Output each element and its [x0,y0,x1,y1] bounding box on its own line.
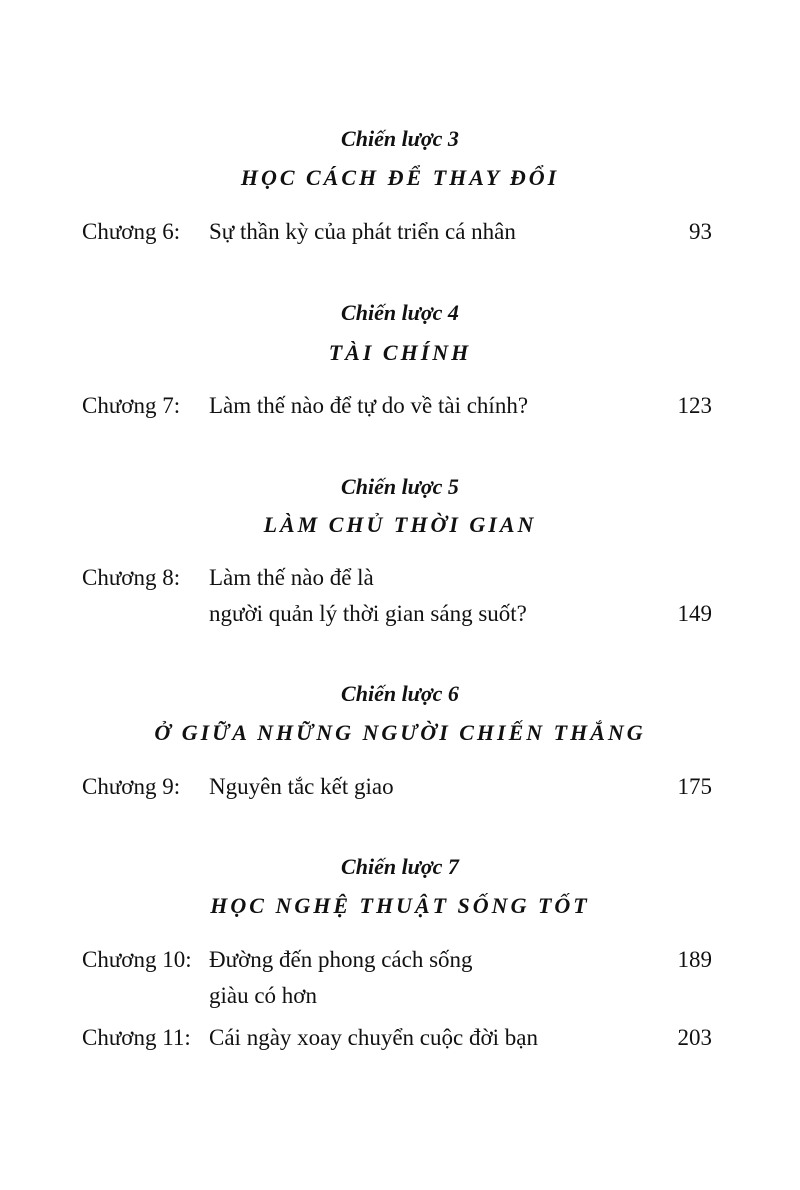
toc-entry[interactable] [82,560,712,632]
chapter-title-line: Làm thế nào để là [209,565,374,590]
chapter-title-line: Đường đến phong cách sống [209,947,473,972]
strategy-title: HỌC NGHỆ THUẬT SỐNG TỐT [210,893,590,918]
chapter-title [209,560,629,632]
strategy-title: Ở GIỮA NHỮNG NGƯỜI CHIẾN THẮNG [154,720,646,745]
chapter-title [209,214,629,250]
strategy-title: TÀI CHÍNH [328,340,472,365]
chapter-title-line: Làm thế nào để tự do về tài chính? [209,393,529,418]
chapter-number: Chương 9: [82,774,181,799]
page-number: 149 [677,601,712,626]
chapter-title [209,388,629,424]
strategy-title: LÀM CHỦ THỜI GIAN [263,512,537,537]
strategy-label: Chiến lược 4 [341,300,459,325]
chapter-title-line: Cái ngày xoay chuyển cuộc đời bạn [209,1025,538,1050]
chapter-title [209,942,629,1014]
strategy-title: HỌC CÁCH ĐỂ THAY ĐỔI [240,165,560,190]
chapter-title-line: người quản lý thời gian sáng suốt? [209,601,527,626]
page-number: 123 [677,393,712,418]
chapter-title-line: Nguyên tắc kết giao [209,774,394,799]
chapter-number: Chương 11: [82,1025,191,1050]
toc-entry[interactable] [82,214,712,250]
toc-entry[interactable] [82,769,712,805]
page-number: 93 [689,219,712,244]
strategy-label: Chiến lược 6 [341,681,459,706]
chapter-number: Chương 7: [82,393,181,418]
strategy-label: Chiến lược 3 [341,126,459,151]
page-number: 189 [677,947,712,972]
page-number: 203 [677,1025,712,1050]
strategy-label: Chiến lược 7 [341,854,459,879]
strategy-label: Chiến lược 5 [341,474,459,499]
toc-entry[interactable] [82,388,712,424]
chapter-number: Chương 8: [82,565,181,590]
page-number: 175 [677,774,712,799]
chapter-number: Chương 10: [82,947,192,972]
chapter-number: Chương 6: [82,219,181,244]
toc-entry[interactable] [82,1020,712,1056]
chapter-title-line: giàu có hơn [209,983,317,1008]
chapter-title [209,769,629,805]
chapter-title [209,1020,629,1056]
toc-entry[interactable] [82,942,712,1014]
chapter-title-line: Sự thần kỳ của phát triển cá nhân [209,219,516,244]
